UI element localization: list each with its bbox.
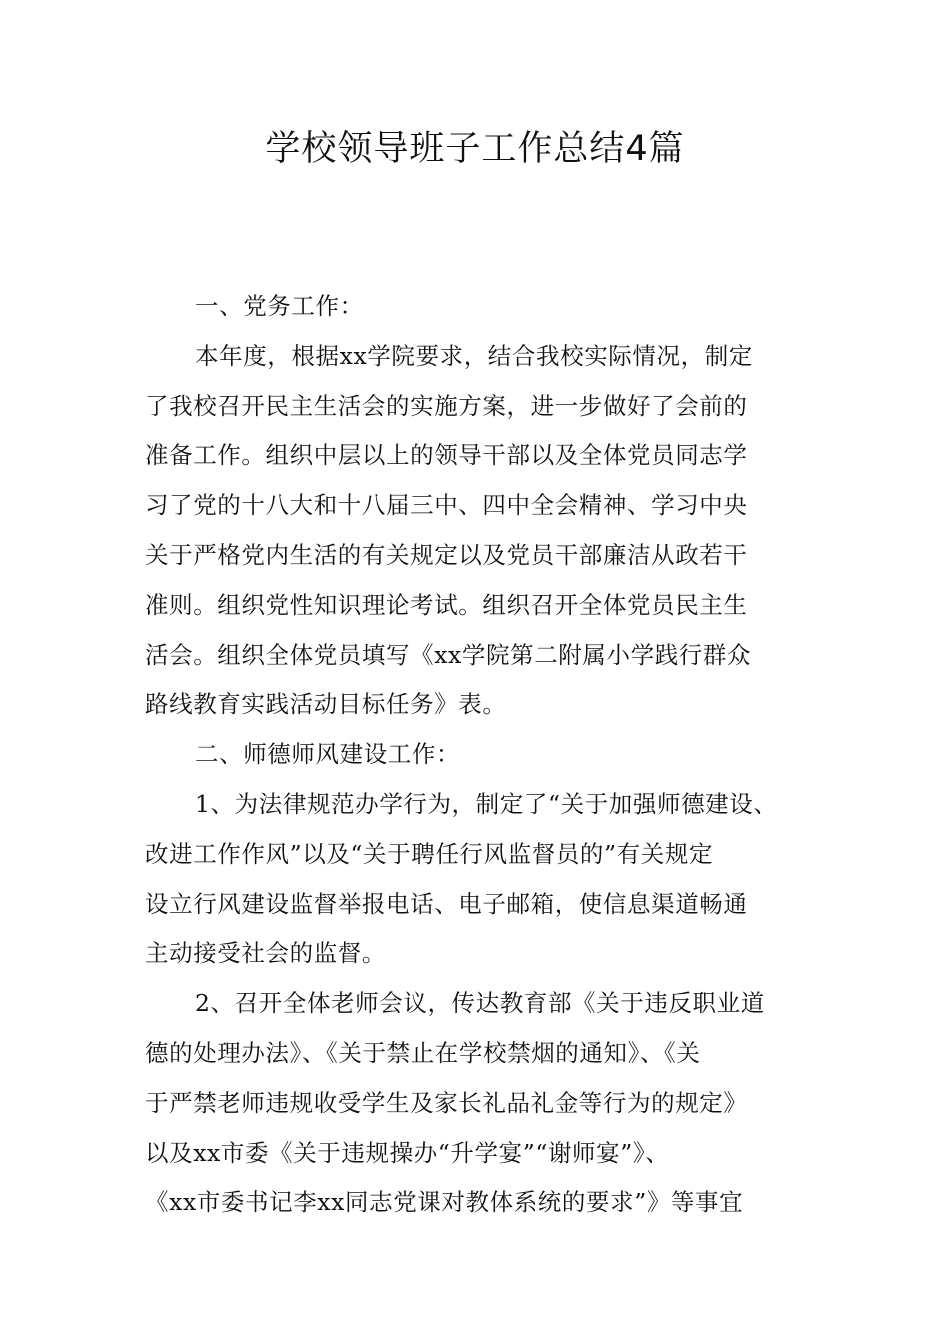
body-line: 本年度，根据xx学院要求，结合我校实际情况，制定 (195, 341, 753, 370)
body-line: 一、党务工作： (195, 292, 364, 320)
body-line: 于严禁老师违规收受学生及家长礼品礼金等行为的规定》 (145, 1088, 748, 1117)
body-line: 二、师德师风建设工作： (195, 740, 461, 769)
body-line: 设立行风建设监督举报电话、电子邮箱，使信息渠道畅通 (145, 889, 748, 918)
body-line: 路线教育实践活动目标任务》表。 (145, 690, 507, 719)
body-line: 改进工作作风”以及“关于聘任行风监督员的”有关规定 (145, 839, 714, 868)
body-line: 1、为法律规范办学行为，制定了“关于加强师德建设、 (195, 789, 778, 818)
body-line: 准备工作。组织中层以上的领导干部以及全体党员同志学 (145, 441, 748, 470)
body-line: 关于严格党内生活的有关规定以及党员干部廉洁从政若干 (145, 540, 748, 569)
body-line: 2、召开全体老师会议，传达教育部《关于违反职业道 (195, 989, 765, 1018)
body-line: 习了党的十八大和十八届三中、四中全会精神、学习中央 (145, 491, 748, 520)
body-line: 准则。组织党性知识理论考试。组织召开全体党员民主生 (145, 590, 748, 619)
body-line: 主动接受社会的监督。 (145, 939, 386, 968)
body-line: 以及xx市委《关于违规操办“升学宴”“谢师宴”》、 (145, 1138, 670, 1167)
document-body (145, 282, 845, 1228)
body-line: 活会。组织全体党员填写《xx学院第二附属小学践行群众 (145, 640, 752, 669)
document-title: 学校领导班子工作总结4篇 (265, 129, 685, 169)
body-line: 德的处理办法》、《关于禁止在学校禁烟的通知》、《关 (145, 1038, 701, 1067)
body-line: 《xx市委书记李xx同志党课对教体系统的要求”》等事宜 (145, 1188, 744, 1217)
body-line: 了我校召开民主生活会的实施方案，进一步做好了会前的 (145, 391, 748, 420)
